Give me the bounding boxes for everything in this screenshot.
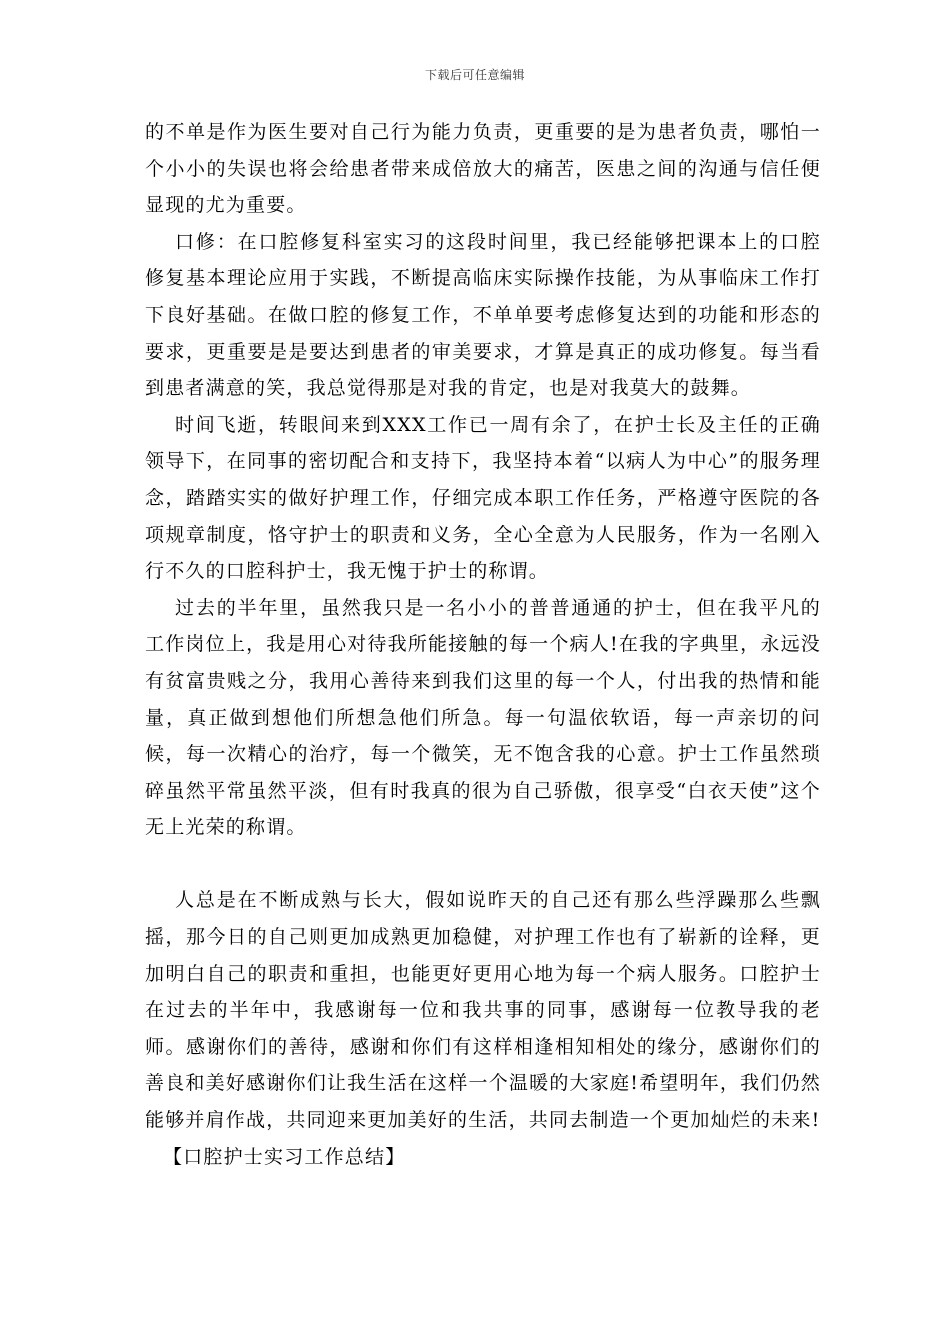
paragraph-prosthodontics: 口修：在口腔修复科室实习的这段时间里，我已经能够把课本上的口腔修复基本理论应用于实践，不断提高临床实际操作技能，为从事临床工作打下良好基础。在做口腔的修复工作，不单单要考虑修复达到的功能和形态的要求，更重要是是要达到患者的审美要求，才算是真正的成功修复。每当看到患者满意的笑，我总觉得那是对我的肯定，也是对我莫大的鼓舞。 <box>145 230 821 400</box>
paragraph-spacer <box>145 846 821 883</box>
section-title: 【口腔护士实习工作总结】 <box>163 1145 406 1168</box>
document-body <box>145 114 821 1175</box>
paragraph-work-summary: 时间飞逝，转眼间来到XXX工作已一周有余了，在护士长及主任的正确领导下，在同事的密切配合和支持下，我坚持本着“以病人为中心”的服务理念，踏踏实实的做好护理工作，仔细完成本职工作任务，严格遵守医院的各项规章制度，恪守护士的职责和义务，全心全意为人民服务，作为一名刚入行不久的口腔科护士，我无愧于护士的称谓。 <box>145 413 821 583</box>
page-header: 下载后可任意编辑 <box>424 68 525 82</box>
paragraph-growth-thanks: 人总是在不断成熟与长大，假如说昨天的自己还有那么些浮躁那么些飘摇，那今日的自己则更加成熟更加稳健，对护理工作也有了崭新的诠释，更加明白自己的职责和重担，也能更好更用心地为每一个病人服务。口腔护士在过去的半年中，我感谢每一位和我共事的同事，感谢每一位教导我的老师。感谢你们的善待，感谢和你们有这样相逢相知相处的缘分，感谢你们的善良和美好感谢你们让我生活在这样一个温暖的大家庭!希望明年，我们仍然能够并肩作战，共同迎来更加美好的生活，共同去制造一个更加灿烂的未来! <box>145 889 821 1132</box>
paragraph-past-half-year: 过去的半年里，虽然我只是一名小小的普普通通的护士，但在我平凡的工作岗位上，我是用心对待我所能接触的每一个病人!在我的字典里，永远没有贫富贵贱之分，我用心善待来到我们这里的每一个人，付出我的热情和能量，真正做到想他们所想急他们所急。每一句温依软语，每一声亲切的问候，每一次精心的治疗，每一个微笑，无不饱含我的心意。护士工作虽然琐碎虽然平常虽然平淡，但有时我真的很为自己骄傲，很享受“白衣天使”这个无上光荣的称谓。 <box>145 596 821 839</box>
paragraph-continuation: 的不单是作为医生要对自己行为能力负责，更重要的是为患者负责，哪怕一个小小的失误也将会给患者带来成倍放大的痛苦，医患之间的沟通与信任便显现的尤为重要。 <box>145 121 821 217</box>
